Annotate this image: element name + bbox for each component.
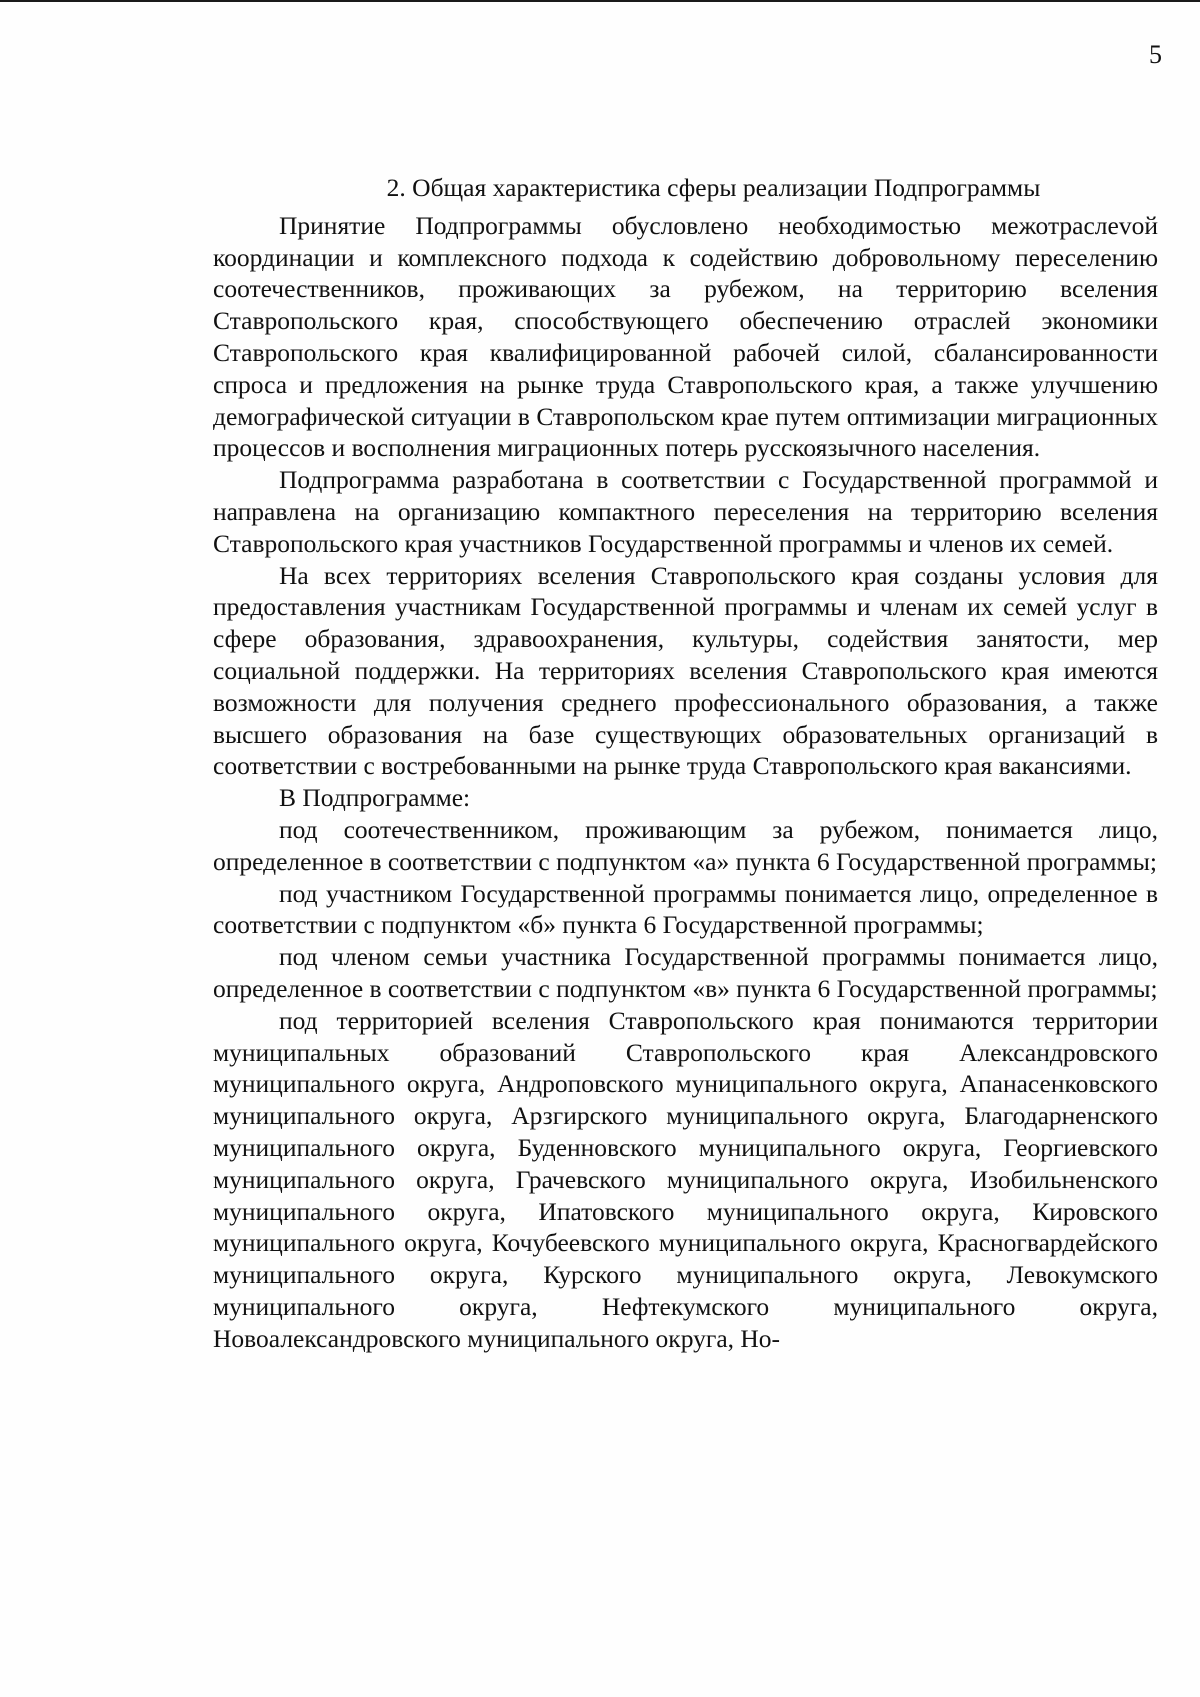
paragraph-definition-territory: под территорией вселения Ставропольского края понимаются территории муниципальных образований Ставропольского края Александровского муниципального округа, Андроповского муниципального округа, Апанасенковского муниципального округа, Арзгирского муниципального округа, Благодарненского муниципального округа, Буденновского муниципального округа, Георгиевского муниципального округа, Грачевского муниципального округа, Изобильненского муниципального округа, Ипатовского муниципального округа, Кировского муниципального округа, Кочубеевского муниципального округа, Красногвардейского муниципального округа, Курского муниципального округа, Левокумского муниципального округа, Нефтекумского муниципального округа, Новоалександровского муниципального округа, Но- — [213, 1005, 1158, 1353]
scan-top-edge — [0, 0, 1200, 2]
paragraph-definition-compatriot: под соотечественником, проживающим за рубежом, понимается лицо, определенное в соответствии с подпунктом «а» пункта 6 Государственной программы; — [213, 814, 1158, 876]
paragraph-definitions-intro: В Подпрограмме: — [279, 783, 471, 813]
paragraph-conditions: На всех территориях вселения Ставропольского края созданы условия для предоставления участникам Государственной программы и членам их семей услуг в сфере образования, здравоохранения, культуры, содействия занятости, мер социальной поддержки. На территориях вселения Ставропольского края имеются возможности для получения среднего профессионального образования, а также высшего образования на базе существующих образовательных организаций в соответствии с востребованными на рынке труда Ставропольского края вакансиями. — [213, 560, 1158, 781]
paragraph-definition-participant: под участником Государственной программы понимается лицо, определенное в соответствии с подпунктом «б» пункта 6 Государственной программы; — [213, 878, 1158, 940]
page-number: 5 — [1149, 40, 1162, 69]
section-title: 2. Общая характеристика сферы реализации Подпрограммы — [386, 173, 1041, 202]
document-body — [213, 172, 1158, 1354]
paragraph-development: Подпрограмма разработана в соответствии с Государственной программой и направлена на организацию компактного переселения на территорию вселения Ставропольского края участников Государственной программы и членов их семей. — [213, 465, 1158, 558]
paragraph-purpose: Принятие Подпрограммы обусловлено необходимостью межотраслеvой координации и комплексного подхода к содействию добровольному переселению соотечественников, проживающих за рубежом, на территорию вселения Ставропольского края, способствующего обеспечению отраслей экономики Ставропольского края квалифицированной рабочей силой, сбалансированности спроса и предложения на рынке труда Ставропольского края, а также улучшению демографической ситуации в Ставропольском крае путем оптимизации миграционных процессов и восполнения миграционных потерь русскоязычного населения. — [213, 210, 1158, 463]
paragraph-definition-family-member: под членом семьи участника Государственной программы понимается лицо, определенное в соответствии с подпунктом «в» пункта 6 Государственной программы; — [213, 942, 1158, 1003]
